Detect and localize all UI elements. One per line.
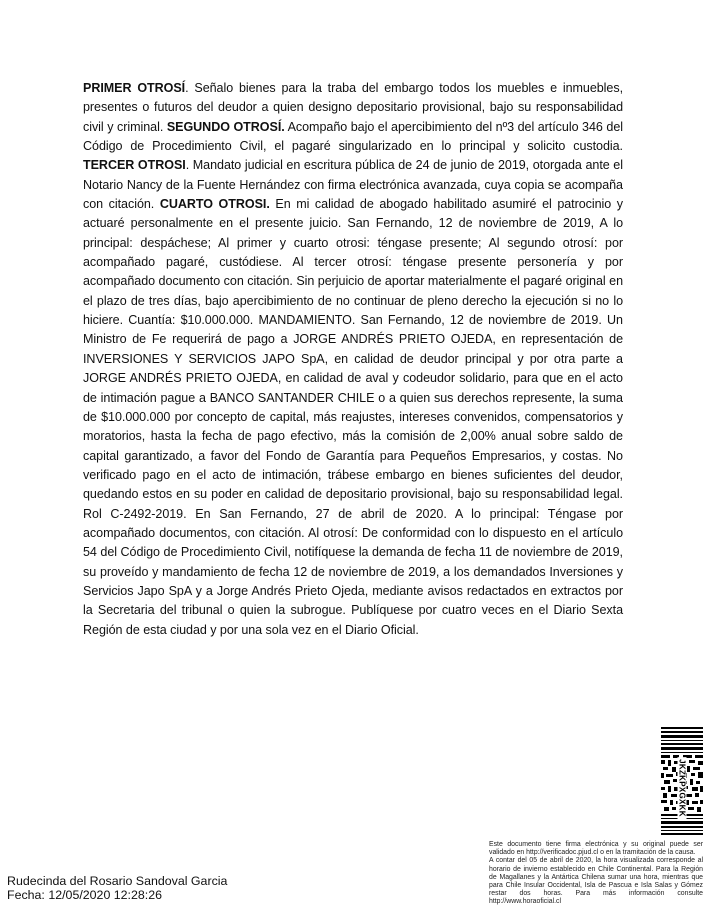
verification-code-text: JKZKPXGXKK (677, 759, 687, 817)
signer-block (7, 874, 227, 902)
cuarto-otrosi-text: En mi calidad de abogado habilitado asumiré el patrocinio y actuaré personalmente en el presente juicio. San Fernando, 12 de noviembre de 2019, A lo principal: despáchese; Al primer y cuarto otrosi: téngase presente; Al segundo otrosí: por acompañado pagaré, custódiese. Al tercer otrosí: téngase presente personería y por acompañado documento con citación. Sin perjuicio de aportar materialmente el pagaré original en el plazo de tres días, bajo apercibimiento de no continuar de pleno derecho la ejecución si no lo hiciere. Cuantía: $10.000.000. MANDAMIENTO. San Fernando, 12 de noviembre de 2019. Un Ministro de Fe requerirá de pago a JORGE ANDRÉS PRIETO OJEDA, en representación de INVERSIONES Y SERVICIOS JAPO SpA, en calidad de deudor principal y por otra parte a JORGE ANDRÉS PRIETO OJEDA, en calidad de aval y codeudor solidario, para que en el acto de intimación pague a BANCO SANTANDER CHILE o a quien sus derechos represente, la suma de $10.000.000 por concepto de capital, más reajustes, intereses convenidos, compensatorios y moratorios, hasta la fecha de pago efectivo, más la comisión de 2,00% anual sobre saldo de capital garantizado, a favor del Fondo de Garantía para Pequeños Empresarios, y costas. No verificado pago en el acto de intimación, trábese embargo en bienes suficientes del deudor, quedando estos en su poder en calidad de depositario provisional, bajo su responsabilidad legal. Rol C-2492-2019. En San Fernando, 27 de abril de 2020. A lo principal: Téngase por acompañado documentos, con citación. Al otrosí: De conformidad con lo dispuesto en el artículo 54 del Código de Procedimiento Civil, notifíquese la demanda de fecha 11 de noviembre de 2019, su proveído y mandamiento de fecha 12 de noviembre de 2019, a los demandados Inversiones y Servicios Japo SpA y a Jorge Andrés Prieto Ojeda, mediante avisos redactados en extractos por la Secretaria del tribunal o quien la subrogue. Publíquese por cuatro veces en el Diario Sexta Región de esta ciudad y por una sola vez en el Diario Oficial. (83, 197, 624, 637)
verification-code (675, 758, 689, 818)
signature-date: Fecha: 12/05/2020 12:28:26 (7, 888, 163, 902)
segundo-otrosi-heading: SEGUNDO OTROSÍ. (166, 119, 285, 134)
tercer-otrosi-text: . Mandato judicial en escritura pública de 24 de junio de 2019, otorgada ante el Notario Nancy de la Fuente Hernández con firma electrónica avanzada, cuya copia se acompaña con citación. (83, 158, 623, 212)
validation-note: Este documento tiene firma electrónica y su original puede ser validado en http://verificadoc.pjud.cl o en la tramitación de la causa. (489, 841, 703, 857)
segundo-otrosi-text: Acompaño bajo el apercibimiento del nº3 del artículo 346 del Código de Procedimiento Civil, el pagaré singularizado en lo principal y solicito custodia. (83, 119, 623, 154)
document-body (83, 79, 623, 640)
cuarto-otrosi-heading: CUARTO OTROSI. (159, 197, 270, 212)
tercer-otrosi-heading: TERCER OTROSI (83, 158, 186, 173)
electronic-signature-notice (489, 841, 703, 907)
primer-otrosi-text: . Señalo bienes para la traba del embargo todos los muebles e inmuebles, presentes o futuros del deudor a quien designo depositario provisional, bajo su responsabilidad civil y criminal. (83, 81, 624, 134)
signer-name: Rudecinda del Rosario Sandoval Garcia (7, 874, 228, 888)
primer-otrosi-heading: PRIMER OTROSÍ (83, 81, 186, 95)
time-zone-note: A contar del 05 de abril de 2020, la hora visualizada corresponde al horario de invierno establecido en Chile Continental. Para la Región de Magallanes y la Antártica Chilena sumar una hora, mientras que para Chile Insular Occidental, Isla de Pascua e Isla Salas y Gómez restar dos horas. Para más información consulte http://www.horaoficial.cl (489, 857, 703, 906)
